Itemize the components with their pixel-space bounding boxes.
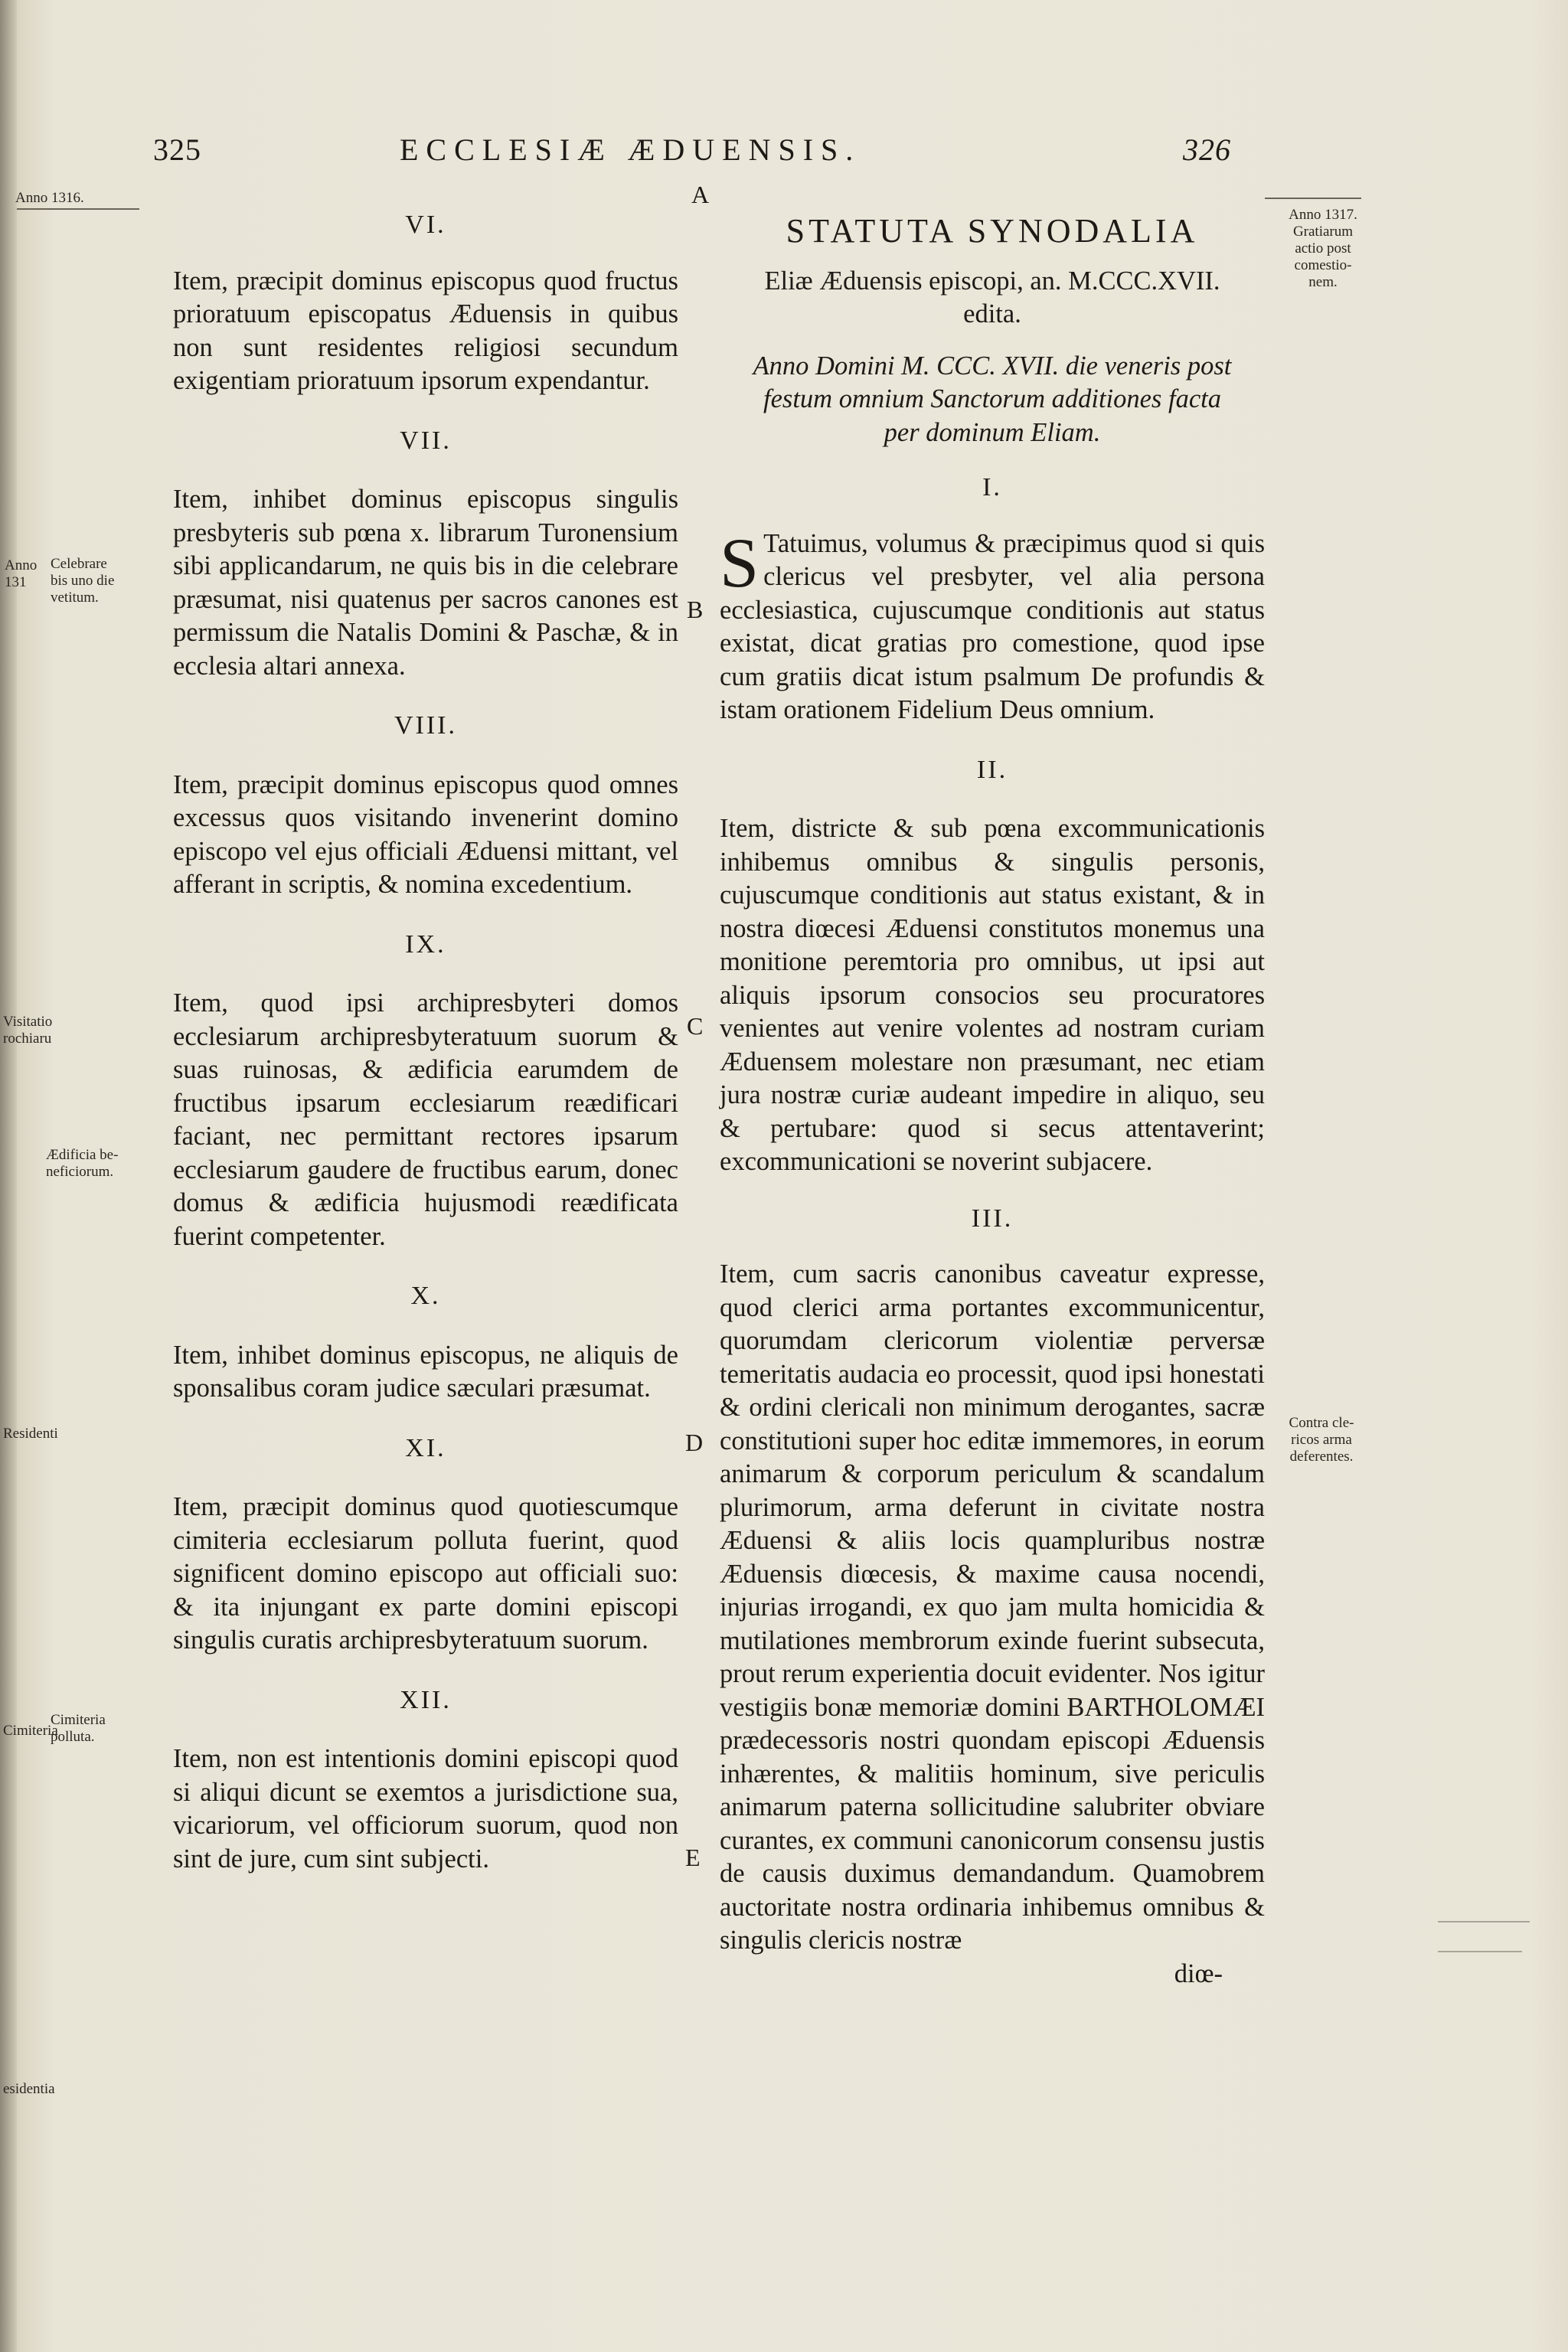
- section-text-ii: Item, districte & sub pœna excommunicationis inhibemus omnibus & singulis personis, cujuscumque conditionis aut status existant, & in nostra diœcesi Æduensi constitutos monemus una monitione peremtoria pro omnibus, ut ipsi aut aliquis ipsorum consocios seu procuratores venientes aut venire volentes ad nostram curiam Æduensem molestare non præsumant, nec etiam jura nostræ curiæ audeant impedire in aliquo, seu & pertubare: quod si secus attentaverint; excommunicationi se noverint subjacere.: [720, 814, 1265, 1176]
- section-text-x: Item, inhibet dominus episcopus, ne aliquis de sponsalibus coram judice sæculari præsumat.: [173, 1340, 678, 1403]
- section-heading-xii: XII.: [400, 1685, 452, 1714]
- statuta-date-note: Anno Domini M. CCC. XVII. die veneris post festum omnium Sanctorum additiones facta per dominum Eliam.: [753, 351, 1232, 447]
- section-text-xi: Item, præcipit dominus quod quotiescumque cimiteria ecclesiarum polluta fuerint, quod significent domino episcopo aut officiali suo: & ita injungant ex parte domini episcopi singulis curatis archipresbyteratuum suorum.: [173, 1492, 678, 1655]
- margin-note-anno-1317: Anno 1317. Gratiarum actio post comestio- nem.: [1289, 207, 1357, 290]
- margin-note-cimiteria: Cimiteria polluta.: [51, 1712, 106, 1745]
- section-heading-ix: IX.: [405, 929, 446, 959]
- section-heading-vi: VI.: [405, 211, 446, 239]
- section-heading-vii: VII.: [400, 426, 452, 455]
- section-heading-ii: II.: [976, 755, 1008, 784]
- section-text-xii: Item, non est intentionis domini episcopi quod si aliqui dicunt se exemtos a jurisdictione sua, vicariorum, vel officiorum suorum, quod non sint de jure, cum sint subjecti.: [173, 1744, 678, 1873]
- margin-note-visitatio: Visitatio rochiaru: [3, 1014, 53, 1047]
- section-text-vi: Item, præcipit dominus episcopus quod fructus prioratuum episcopatus Æduensis in quibus non sunt residentes religiosi secundum exigentiam prioratuum ipsorum expendantur.: [173, 266, 678, 395]
- right-page-number: 326: [1183, 132, 1231, 167]
- side-letter-b: B: [687, 596, 704, 623]
- running-title: ECCLESIÆ ÆDUENSIS.: [400, 132, 861, 167]
- section-heading-x: X.: [410, 1282, 441, 1310]
- section-body-i: Tatuimus, volumus & præcipimus quod si quis clericus vel presbyter, vel alia persona ecclesiastica, cujuscumque conditionis aut status existat, dicat gratias pro comestione, quod ipse cum gratiis dicat istum psalmum De profundis & istam orationem Fidelium Deus omnium.: [720, 528, 1265, 724]
- section-heading-i: I.: [982, 473, 1002, 501]
- statuta-title: STATUTA SYNODALIA: [786, 212, 1199, 250]
- margin-note-residentia: Residenti: [3, 1426, 58, 1442]
- catchword: diœ-: [1174, 1958, 1223, 1988]
- section-heading-xi: XI.: [405, 1433, 446, 1462]
- gutter-shadow: [0, 0, 17, 2352]
- section-text-iii: Item, cum sacris canonibus caveatur expresse, quod clerici arma portantes excommunicentur, quorumdam clericorum violentiæ perversæ temeritatis audacia eo processit, quod ipsi honestati & ordini clericali non minimum derogantes, sacræ constitutioni super hoc editæ immemores, in eorum animarum & corporum periculum & scandalum plurimorum, arma deferunt in civitate nostra Æduensi & aliis locis quampluribus nostræ Æduensis diœcesis, & maxime causa nocendi, injurias irrogandi, ex quo jam multa homicidia & mutilationes membrorum exinde fuerint subsecuta, prout rerum experientia docuit evidenter. Nos igitur vestigiis bonæ memoriæ domini BARTHOLOMÆI prædecessoris nostri quondam episcopi Æduensis inhærentes, & malitiis hominum, sive periculis animarum paterna sollicitudine salubriter obviare curantes, ex communi canonicorum consensu justis de causis duximus demandandum. Quamobrem auctoritate nostra ordinaria inhibemus omnibus & singulis clericis nostræ: [720, 1259, 1265, 1955]
- margin-rule: [17, 208, 139, 210]
- left-column: [173, 208, 678, 1876]
- margin-note-celebrare: Celebrare bis uno die vetitum.: [51, 556, 115, 606]
- margin-note-residentia-fragment: esidentia: [3, 2081, 55, 2097]
- margin-rule: [1438, 1921, 1530, 1922]
- section-text-ix: Item, quod ipsi archipresbyteri domos ecclesiarum archipresbyteratuum suorum & suas ruinosas, & ædificia earumdem de fructibus ipsarum ecclesiarum reædificari faciant, nec permittant rectores ipsarum ecclesiarum gaudere de fructibus earum, donec domus & ædificia hujusmodi reædificata fuerint competenter.: [173, 988, 678, 1251]
- margin-rule: [1265, 198, 1361, 199]
- side-letter-d: D: [685, 1429, 704, 1456]
- margin-rule: [1438, 1951, 1522, 1952]
- section-text-viii: Item, præcipit dominus episcopus quod omnes excessus quos visitando invenerint domino episcopo vel ejus officiali Æduensi mittant, vel afferant in scriptis, & nomina excedentium.: [173, 769, 678, 899]
- margin-note-contra-clericos: Contra cle- ricos arma deferentes.: [1289, 1415, 1354, 1465]
- side-letter-e: E: [685, 1844, 701, 1871]
- margin-note-aedificia: Ædificia be- neficiorum.: [46, 1147, 119, 1180]
- margin-note-anno-1316: Anno 1316.: [15, 190, 84, 206]
- section-heading-iii: III.: [971, 1204, 1014, 1233]
- running-header: [153, 132, 1363, 178]
- margin-note-cimiteria-fragment: Cimiteria: [3, 1723, 58, 1739]
- drop-capital: S: [720, 523, 760, 602]
- statuta-subtitle: Eliæ Æduensis episcopi, an. M.CCC.XVII. edita.: [764, 266, 1220, 328]
- right-column: [720, 208, 1265, 1991]
- left-page-number: 325: [153, 132, 201, 167]
- section-text-i: [720, 523, 1265, 727]
- section-heading-viii: VIII.: [394, 711, 458, 740]
- section-text-vii: Item, inhibet dominus episcopus singulis presbyteris sub pœna x. librarum Turonensium sibi applicandarum, ne quis bis in die celebrare præsumat, nisi quatenus per sacros canones est permissum die Natalis Domini & Paschæ, & in ecclesia altari annexa.: [173, 485, 678, 681]
- margin-note-anno-131: Anno 131: [5, 557, 38, 590]
- side-letter-c: C: [687, 1012, 704, 1040]
- side-letter-a: A: [691, 181, 710, 208]
